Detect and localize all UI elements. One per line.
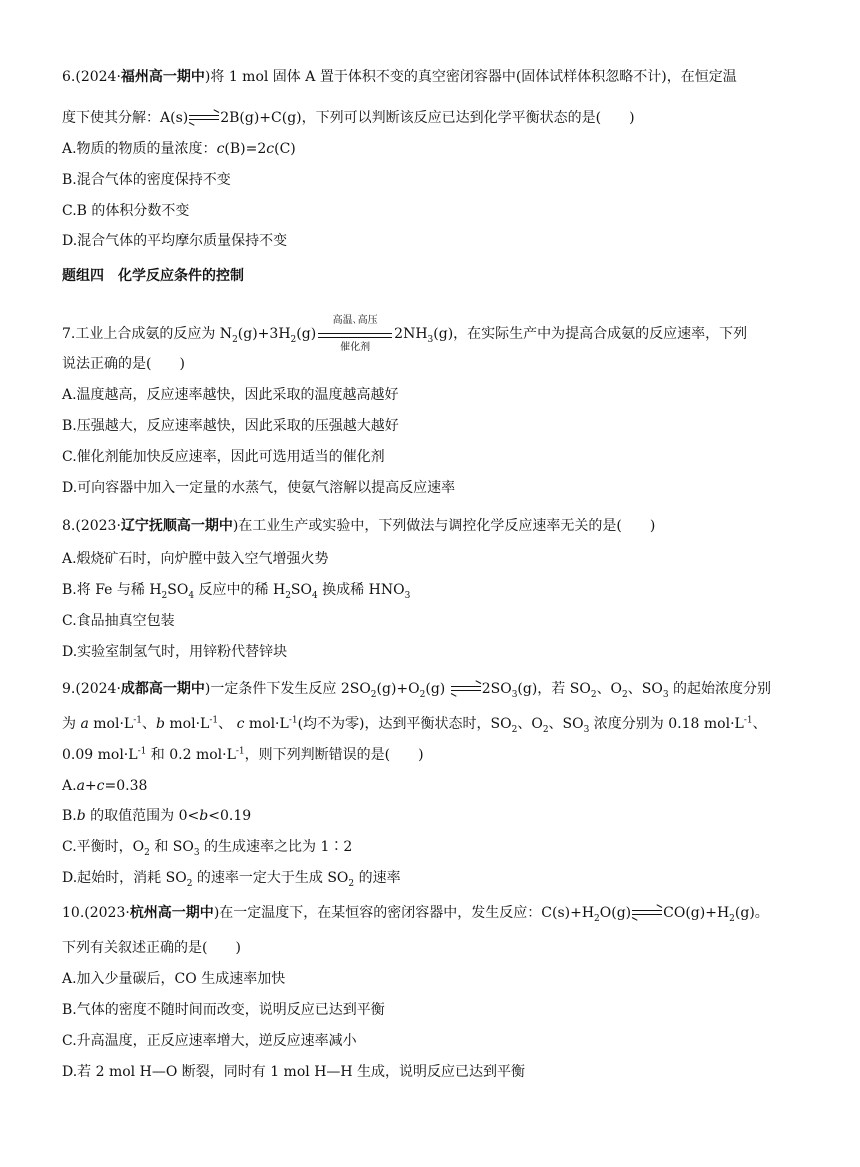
- q9-stem-line3: 0.09 $mol\cdot L^{-1}$ 和 0.2 $mol\cdot L^{-1}$，则下列判断错误的是( ): [62, 746, 424, 763]
- q7-condition-bottom: 催化剂: [340, 342, 371, 353]
- q7-option-a: A.温度越高，反应速率越快，因此采取的温度越高越好: [62, 387, 399, 403]
- q8-option-a: A.煅烧矿石时，向炉膛中鼓入空气增强火势: [62, 551, 329, 567]
- q7-condition-top: 高温､高压: [332, 315, 378, 326]
- q10-option-d: D.若 2 mol H—O 断裂，同时有 1 mol H—H 生成，说明反应已达到平衡: [62, 1064, 526, 1080]
- q6-number: 6.(2024·: [62, 69, 121, 85]
- q6-intro: )将 1 mol 固体 A 置于体积不变的真空密闭容器中(固体试样体积忽略不计)，在恒定温: [204, 69, 737, 85]
- q7-equation-end: (g)，在实际生产中为提高合成氨的反应速率，下列: [433, 326, 748, 342]
- section-heading: 题组四 化学反应条件的控制: [62, 268, 244, 284]
- q7-stem-line2: 说法正确的是( ): [62, 356, 185, 372]
- q7-option-d: D.可向容器中加入一定量的水蒸气，使氨气溶解以提高反应速率: [62, 480, 456, 496]
- q7-equation-start: 7.工业上合成氨的反应为 N: [62, 326, 233, 342]
- q7-stem-line1: 7.工业上合成氨的反应为 $N_2(g)+3H_2(g)$ 高温､高压 催化剂 $2NH_3(g)$，在实际生产中为提高合成氨的反应速率，下列: [62, 324, 747, 344]
- q6-stem-line1: [62, 68, 737, 86]
- equilibrium-arrow-icon: [189, 113, 219, 123]
- q10-stem-line1: 10.(2023·杭州高一期中)在一定温度下，在某恒容的密闭容器中，发生反应：$C(s)+H_2O(g)$ $CO(g)+H_2(g)$。: [62, 905, 769, 924]
- q10-option-b: B.气体的密度不随时间而改变，说明反应已达到平衡: [62, 1002, 385, 1018]
- q8-intro: )在工业生产或实验中，下列做法与调控化学反应速率无关的是( ): [232, 518, 656, 534]
- q6-source: 福州高一期中: [120, 69, 205, 85]
- q7-option-c: C.催化剂能加快反应速率，因此可选用适当的催化剂: [62, 449, 385, 465]
- q6-equation-left: 度下使其分解：A(s): [62, 110, 189, 126]
- q8-option-b: B.将 Fe 与稀 $H_2SO_4$ 反应中的稀 $H_2SO_4$ 换成稀 $HNO_3$: [62, 582, 411, 601]
- q9-option-b: B.b 的取值范围为 0<b<0.19: [62, 808, 252, 824]
- equilibrium-arrow-icon: [451, 684, 481, 694]
- q6-option-c: C.B 的体积分数不变: [62, 203, 190, 219]
- q8-option-d: D.实验室制氢气时，用锌粉代替锌块: [62, 644, 288, 660]
- q6-option-a-expr: c(B)=2c(C): [216, 141, 296, 157]
- q8-option-c: C.食品抽真空包装: [62, 613, 175, 629]
- q10-source: 杭州高一期中: [129, 905, 214, 921]
- q9-number: 9.(2024·: [62, 681, 121, 697]
- q6-option-d: D.混合气体的平均摩尔质量保持不变: [62, 233, 288, 249]
- q9-stem-line1: 9.(2024·成都高一期中)一定条件下发生反应 $2SO_2(g)+O_2(g)$ $2SO_3(g)$，若 $SO_2$、$O_2$、$SO_3$ 的起始浓度分别: [62, 681, 772, 700]
- q6-option-b: B.混合气体的密度保持不变: [62, 172, 231, 188]
- q9-source: 成都高一期中: [120, 681, 205, 697]
- q9-stem-line2: 为 a $mol\cdot L^{-1}$、b $mol\cdot L^{-1}$、 c $mol\cdot L^{-1}$(均不为零)，达到平衡状态时，$SO_2$、$O_2$、$SO_3$ 浓度分别为 0.18 $mol\cdot L^{-1}$、: [62, 715, 767, 735]
- q7-option-b: B.压强越大，反应速率越快，因此采取的压强越大越好: [62, 418, 399, 434]
- q10-stem-line2: 下列有关叙述正确的是( ): [62, 940, 241, 956]
- q10-option-c: C.升高温度，正反应速率增大，逆反应速率减小: [62, 1033, 357, 1049]
- q6-stem-line2: [62, 109, 635, 127]
- q8-number: 8.(2023·: [62, 518, 121, 534]
- q10-number: 10.(2023·: [62, 905, 130, 921]
- q8-source: 辽宁抚顺高一期中: [120, 518, 233, 534]
- q6-equation-right: 2B(g)+C(g)，下列可以判断该反应已达到化学平衡状态的是( ): [220, 110, 635, 126]
- q9-option-c: C.平衡时，$O_2$ 和 $SO_3$ 的生成速率之比为 1∶2: [62, 839, 353, 858]
- q9-option-d: D.起始时，消耗 $SO_2$ 的速率一定大于生成 $SO_2$ 的速率: [62, 870, 401, 889]
- equilibrium-arrow-icon: [632, 908, 662, 918]
- q6-option-a: [62, 140, 296, 158]
- q9-option-a: A.a+c=0.38: [62, 778, 148, 794]
- q6-option-a-text: A.物质的物质的量浓度：: [62, 141, 217, 157]
- q10-option-a: A.加入少量碳后，CO 生成速率加快: [62, 971, 286, 987]
- reaction-condition-arrow-icon: [318, 315, 392, 353]
- q8-stem: [62, 517, 655, 535]
